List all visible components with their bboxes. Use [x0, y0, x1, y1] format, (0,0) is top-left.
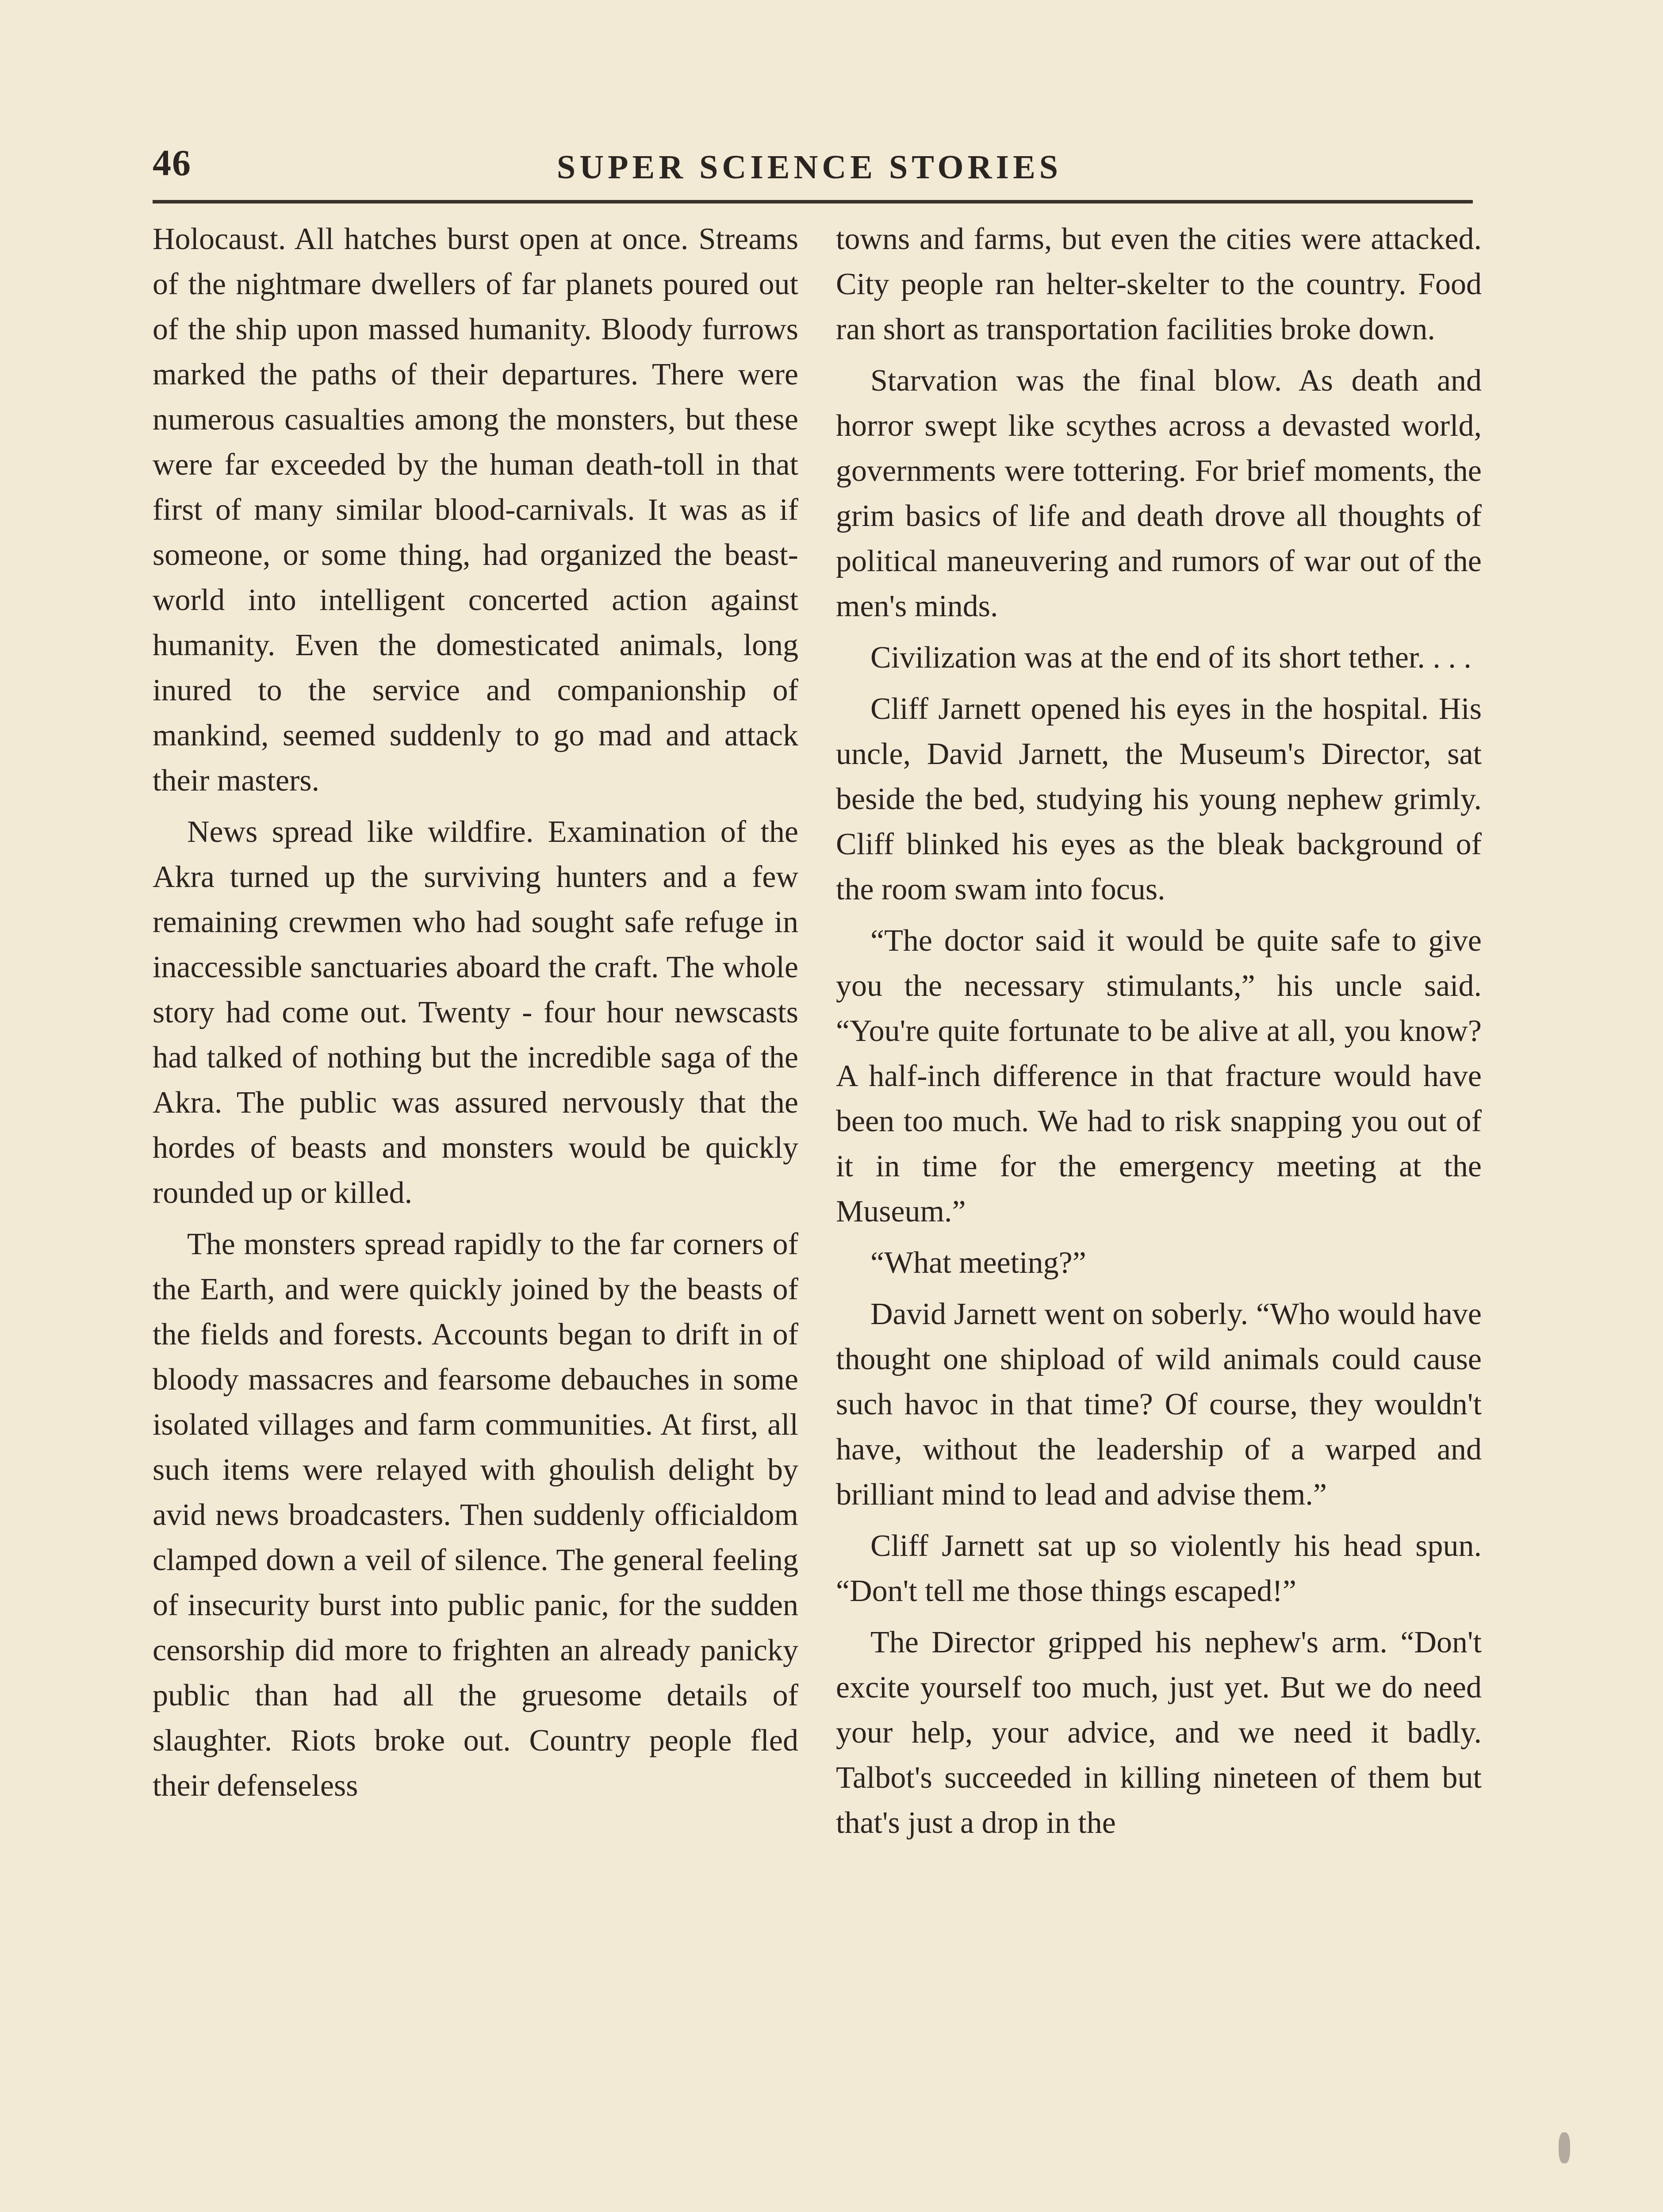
paragraph: The monsters spread rapidly to the far corners of the Earth, and were quickly joined by the beasts of the fields and forests. Accounts began to drift in of bloody massacres and fearsome debauches in some isolated villages and farm communities. At first, all such items were relayed with ghoulish delight by avid news broadcasters. Then suddenly officialdom clamped down a veil of silence. The general feeling of insecurity burst into public panic, for the sudden censorship did more to frighten an already panicky public than had all the gruesome details of slaughter. Riots broke out. Country people fled their defenseless	[153, 1227, 798, 1803]
paragraph: towns and farms, but even the cities were attacked. City people ran helter-skelter to the country. Food ran short as transportation facilities broke down.	[836, 222, 1482, 346]
paragraph: The Director gripped his nephew's arm. “Don't excite yourself too much, just yet. But we do need your help, your advice, and we need it badly. Talbot's succeeded in killing nineteen of them but that's just a drop in the	[836, 1625, 1482, 1840]
paragraph: Cliff Jarnett opened his eyes in the hospital. His uncle, David Jarnett, the Museum's Director, sat beside the bed, studying his young nephew grimly. Cliff blinked his eyes as the bleak background of the room swam into focus.	[836, 692, 1482, 906]
page-number: 46	[153, 142, 192, 184]
running-head: SUPER SCIENCE STORIES	[556, 149, 1062, 186]
left-column	[153, 217, 798, 2212]
paragraph: Civilization was at the end of its short tether. . . .	[870, 641, 1471, 675]
paragraph: News spread like wildfire. Examination of the Akra turned up the surviving hunters and a few remaining crewmen who had sought safe refuge in inaccessible sanctuaries aboard the craft. The whole story had come out. Twenty - four hour newscasts had talked of nothing but the incredible saga of the Akra. The public was assured nervously that the hordes of beasts and monsters would be quickly rounded up or killed.	[153, 815, 798, 1210]
right-column	[836, 217, 1482, 2212]
header-rule	[153, 200, 1473, 204]
paragraph: Cliff Jarnett sat up so violently his head spun. “Don't tell me those things escaped!”	[836, 1529, 1482, 1608]
paragraph: Holocaust. All hatches burst open at once. Streams of the nightmare dwellers of far planets poured out of the ship upon massed humanity. Bloody furrows marked the paths of their departures. There were numerous casualties among the monsters, but these were far exceeded by the human death-toll in that first of many similar blood-carnivals. It was as if someone, or some thing, had organized the beast-world into intelligent concerted action against humanity. Even the domesticated animals, long inured to the service and companionship of mankind, seemed suddenly to go mad and attack their masters.	[153, 222, 798, 798]
paragraph: Starvation was the final blow. As death and horror swept like scythes across a devasted world, governments were tottering. For brief moments, the grim basics of life and death drove all thoughts of political maneuvering and rumors of war out of the men's minds.	[836, 364, 1482, 623]
paragraph: “What meeting?”	[870, 1246, 1086, 1280]
paragraph: David Jarnett went on soberly. “Who would have thought one shipload of wild animals could cause such havoc in that time? Of course, they wouldn't have, without the leadership of a warped and brilliant mind to lead and advise them.”	[836, 1297, 1482, 1512]
ink-stain	[1559, 2132, 1570, 2163]
paragraph: “The doctor said it would be quite safe to give you the necessary stimulants,” his uncle said. “You're quite fortunate to be alive at all, you know? A half-inch difference in that fracture would have been too much. We had to risk snapping you out of it in time for the emergency meeting at the Museum.”	[836, 924, 1482, 1229]
